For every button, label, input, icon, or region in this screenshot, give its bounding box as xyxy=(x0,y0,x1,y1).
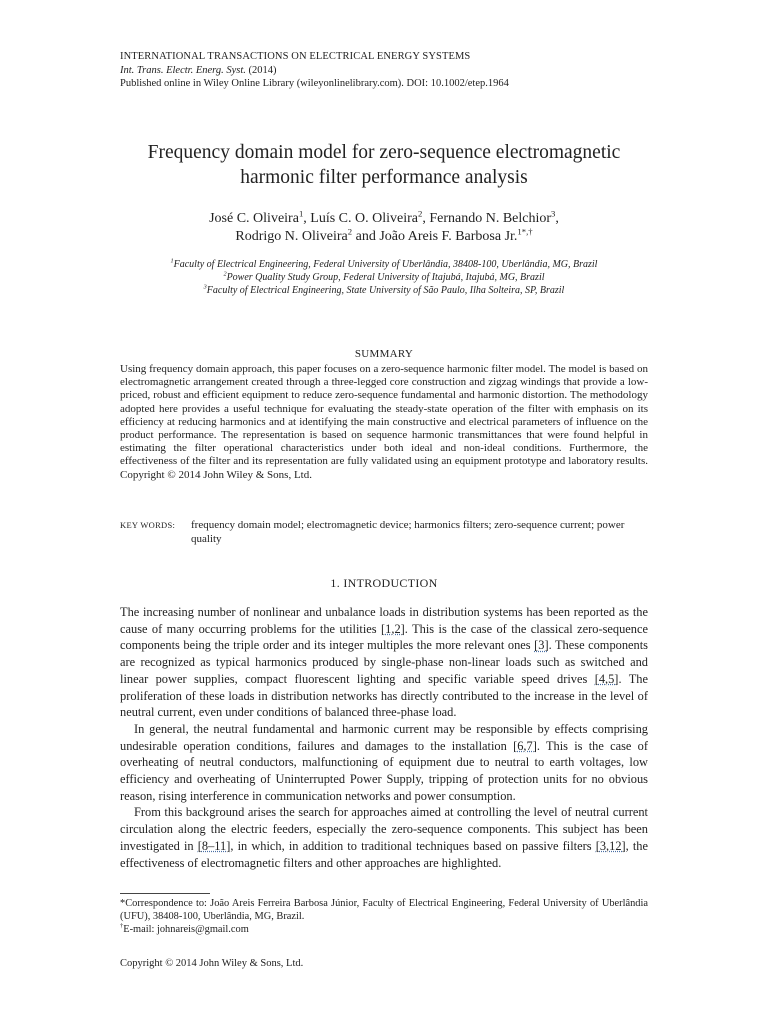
corresponding-author-mark: 1*,† xyxy=(517,226,533,237)
footnote-mark: † xyxy=(120,922,124,930)
paragraph-text: , in which, in addition to traditional techniques based on passive filters xyxy=(230,838,596,853)
affiliation-mark: 1 xyxy=(170,257,174,265)
affiliation-list xyxy=(100,258,668,297)
email-text: E-mail: johnareis@gmail.com xyxy=(123,924,249,936)
author-name: Rodrigo N. Oliveira xyxy=(235,229,348,244)
affiliation-mark: 2 xyxy=(418,208,423,219)
citation-link[interactable]: [3,12] xyxy=(595,838,626,853)
author-name: José C. Oliveira xyxy=(209,211,299,226)
paragraph-text: . This is the case of the classical zero-sequence components being the triple order and its integer multiples the more relevant ones xyxy=(120,621,648,653)
introduction-heading: 1. INTRODUCTION xyxy=(330,576,438,590)
affiliation-item xyxy=(100,271,668,284)
journal-year: (2014) xyxy=(248,64,277,76)
summary-heading: SUMMARY xyxy=(354,348,414,360)
intro-paragraph-3 xyxy=(120,804,648,871)
citation-link[interactable]: [4,5] xyxy=(594,671,619,686)
email-footnote xyxy=(120,923,648,936)
affiliation-text: Faculty of Electrical Engineering, Federal University of Uberlândia, 38408-100, Uberlândia, MG, Brazil xyxy=(173,259,598,270)
citation-link[interactable]: [8–11] xyxy=(197,838,231,853)
paragraph-text: . This is the case of overheating of neutral conductors, malfunctioning of equipment due to neutral to earth voltages, low efficiency and overheating of Uninterrupted Power Supply, tripping of protection units for no obvious reason, rising interference in communication networks and power consumption. xyxy=(120,738,648,803)
citation-link[interactable]: [6,7] xyxy=(513,738,537,753)
affiliation-mark: 3 xyxy=(203,283,207,291)
author-line-1: José C. Oliveira$^1$, Luís C. O. Oliveira$^2$, Fernando N. Belchior$^3$, xyxy=(209,208,559,226)
paragraph-text: In general, the neutral fundamental and harmonic current may be responsible by effects comprising undesirable operation conditions, failures and damages to the installation xyxy=(120,721,648,753)
affiliation-item xyxy=(100,284,668,297)
journal-citation xyxy=(120,64,680,78)
keywords-text: frequency domain model; electromagnetic device; harmonics filters; zero-sequence current; power quality xyxy=(191,519,625,545)
copyright-notice: Copyright © 2014 John Wiley & Sons, Ltd. xyxy=(120,958,304,969)
citation-link[interactable]: [1,2] xyxy=(381,621,405,636)
affiliation-text: Faculty of Electrical Engineering, State University of São Paulo, Ilha Solteira, SP, Brazil xyxy=(206,285,565,296)
paper-title-line-2: harmonic filter performance analysis xyxy=(240,167,528,188)
author-name: Luís C. O. Oliveira xyxy=(310,211,418,226)
journal-abbrev: Int. Trans. Electr. Energ. Syst. xyxy=(120,64,246,76)
affiliation-mark: 3 xyxy=(551,208,556,219)
journal-published-line: Published online in Wiley Online Library (wileyonlinelibrary.com). DOI: 10.1002/etep.1964 xyxy=(120,78,509,89)
author-name: Fernando N. Belchior xyxy=(429,211,552,226)
intro-paragraph-1 xyxy=(120,604,648,721)
paragraph-text: The increasing number of nonlinear and unbalance loads in distribution systems has been reported as the cause of many occurring problems for the utilities xyxy=(120,605,648,636)
journal-header xyxy=(120,50,680,91)
paper-title xyxy=(100,140,668,190)
footnote-divider xyxy=(120,893,210,894)
affiliation-text: Power Quality Study Group, Federal University of Itajubá, Itajubá, MG, Brazil xyxy=(226,272,545,283)
paper-title-line-1: Frequency domain model for zero-sequence electromagnetic xyxy=(147,142,621,163)
author-list xyxy=(100,210,668,246)
correspondence-footnote: *Correspondence to: João Areis Ferreira Barbosa Júnior, Faculty of Electrical Engineering, Federal University of Uberlândia (UFU), 38408-100, Uberlândia, MG, Brazil. xyxy=(120,898,648,923)
paragraph-text: . These components are recognized as typical harmonics produced by single-phase non-linear loads such as switched and linear power supplies, compact fluorescent lighting and specific variable speed drives xyxy=(120,638,648,686)
author-line-2 xyxy=(100,228,668,246)
journal-name: INTERNATIONAL TRANSACTIONS ON ELECTRICAL ENERGY SYSTEMS xyxy=(120,51,471,62)
paragraph-text: . The proliferation of these loads in distribution networks has directly contributed to the increase in the level of neutral current, even under conditions of balanced three-phase load. xyxy=(120,671,648,720)
footnotes xyxy=(120,897,648,937)
keywords-label: KEY WORDS: xyxy=(120,520,176,530)
paragraph-text: , the effectiveness of electromagnetic filters and other approaches are highlighted. xyxy=(120,838,648,870)
author-conjunction: and xyxy=(355,229,376,244)
summary-text: Using frequency domain approach, this paper focuses on a zero-sequence harmonic filter model. The model is based on electromagnetic arrangement created through a three-legged core construction and zigzag windings that provide a low-priced, robust and efficient equipment to reduce zero-sequence fundamental and harmonic distortion. The methodology adopted here provides a useful technique for evaluating the steady-state operation of the filter with emphasis on its efficiency at reducing harmonics and at identifying the main constructive and electrical parameters of influence on the product performance. The representation is based on sequence harmonic transmittances that were found helpful in estimating the filter operational characteristics under both ideal and non-ideal conditions. Furthermore, the effectiveness of the filter and its representation are fully validated using an equipment prototype and laboratory results. Copyright © 2014 John Wiley & Sons, Ltd. xyxy=(120,363,648,481)
affiliation-mark: 1 xyxy=(298,208,304,219)
author-name: João Areis F. Barbosa Jr. xyxy=(379,229,518,244)
introduction-body xyxy=(120,604,648,871)
paragraph-text: From this background arises the search for approaches aimed at controlling the level of neutral current circulation along the electric feeders, especially the zero-sequence components. This subject has been investigated in xyxy=(120,805,648,853)
affiliation-mark: 2 xyxy=(223,270,227,278)
affiliation-item xyxy=(100,258,668,271)
intro-paragraph-2 xyxy=(120,721,648,805)
affiliation-mark: 2 xyxy=(347,226,353,237)
citation-link[interactable]: [3] xyxy=(534,638,549,653)
